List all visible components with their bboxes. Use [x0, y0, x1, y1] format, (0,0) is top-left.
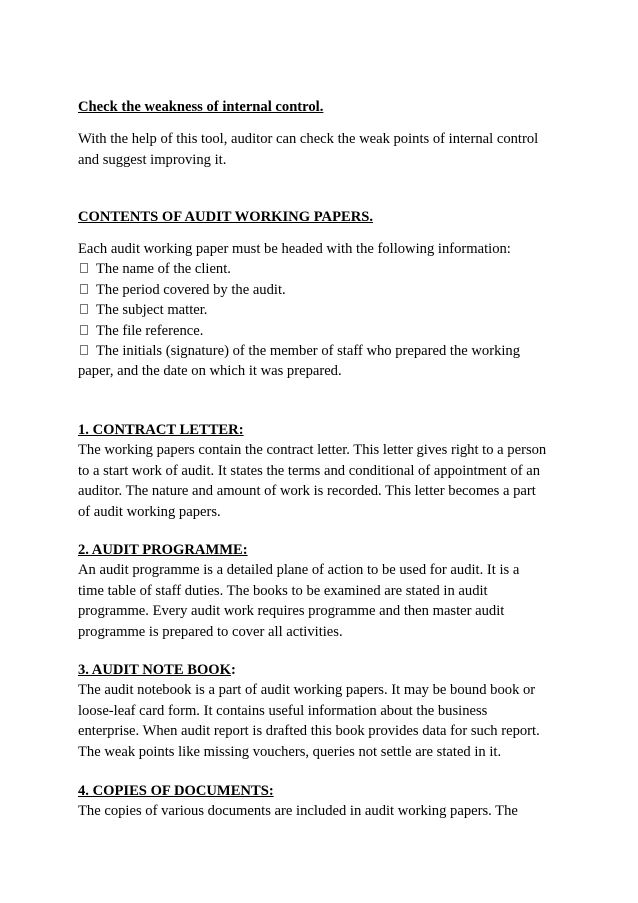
bullet-box-icon — [80, 304, 88, 314]
paragraph-line: The weak points like missing vouchers, queries not settle are stated in it. — [78, 743, 502, 760]
bullet-box-icon — [80, 345, 88, 355]
notebook-heading-line — [78, 660, 568, 680]
paragraph-line: programme. Every audit work requires programme and then master audit — [78, 603, 505, 620]
contents-section — [78, 207, 568, 227]
bullet-item — [78, 300, 568, 320]
bullet-continuation: paper, and the date on which it was prepared. — [78, 363, 342, 380]
bullet-text: The subject matter. — [96, 302, 208, 319]
bullet-box-icon — [80, 284, 88, 294]
paragraph-line: programme is prepared to cover all activities. — [78, 623, 343, 640]
bullet-text: The period covered by the audit. — [96, 281, 286, 298]
contents-heading: CONTENTS OF AUDIT WORKING PAPERS. — [78, 209, 374, 225]
paragraph-line: of audit working papers. — [78, 503, 221, 520]
bullet-box-icon — [80, 325, 88, 335]
paragraph-line: An audit programme is a detailed plane of action to be used for audit. It is a — [78, 562, 520, 579]
contract-section — [78, 420, 568, 522]
copies-section — [78, 781, 568, 822]
contents-intro: Each audit working paper must be headed with the following information: — [78, 241, 511, 257]
copies-heading: 4. COPIES OF DOCUMENTS: — [78, 783, 274, 799]
bullet-text: The file reference. — [96, 322, 204, 339]
bullet-item — [78, 341, 568, 361]
bullet-box-icon — [80, 263, 88, 273]
paragraph-line: With the help of this tool, auditor can check the weak points of internal control — [78, 131, 539, 147]
contract-heading: 1. CONTRACT LETTER: — [78, 422, 244, 438]
paragraph-line: The copies of various documents are included in audit working papers. The — [78, 803, 518, 820]
notebook-heading-colon: : — [231, 662, 236, 678]
programme-section — [78, 540, 568, 642]
bullet-text: The name of the client. — [96, 261, 231, 278]
paragraph-line: loose-leaf card form. It contains useful information about the business — [78, 702, 488, 719]
paragraph-line: enterprise. When audit report is drafted this book provides data for such report. — [78, 723, 540, 740]
programme-heading: 2. AUDIT PROGRAMME: — [78, 542, 248, 558]
paragraph-line: and suggest improving it. — [78, 152, 227, 168]
bullet-text: The initials (signature) of the member of staff who prepared the working — [96, 343, 521, 360]
bullet-item — [78, 321, 568, 341]
paragraph-line: auditor. The nature and amount of work is recorded. This letter becomes a part — [78, 483, 536, 500]
paragraph-line: to a start work of audit. It states the terms and conditional of appointment of an — [78, 462, 541, 479]
contents-body — [78, 239, 568, 382]
weakness-heading: Check the weakness of internal control. — [78, 99, 324, 115]
notebook-section — [78, 660, 568, 762]
bullet-item — [78, 259, 568, 279]
paragraph-line: time table of staff duties. The books to be examined are stated in audit — [78, 582, 488, 599]
paragraph-line: The audit notebook is a part of audit working papers. It may be bound book or — [78, 682, 536, 699]
weakness-paragraph — [78, 129, 568, 171]
bullet-item — [78, 280, 568, 300]
paragraph-line: The working papers contain the contract letter. This letter gives right to a person — [78, 442, 547, 459]
weakness-section — [78, 97, 568, 117]
notebook-heading: 3. AUDIT NOTE BOOK — [78, 662, 231, 678]
